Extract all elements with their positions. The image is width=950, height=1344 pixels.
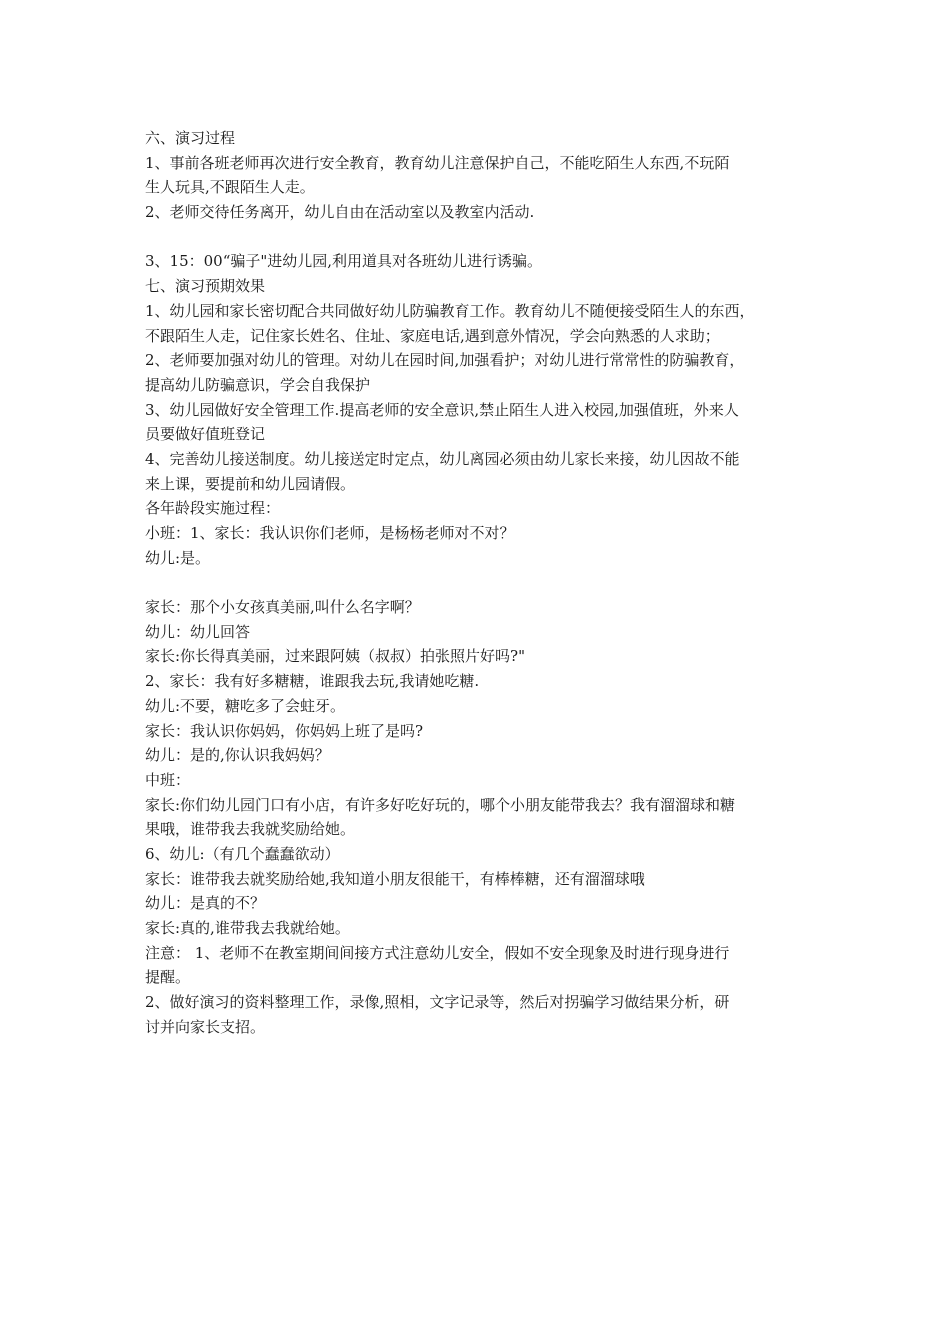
text-line: 家长:你们幼儿园门口有小店，有许多好吃好玩的，哪个小朋友能带我去？我有溜溜球和糖 [145, 795, 736, 814]
text-line: 6、幼儿:（有几个蠢蠢欲动） [145, 844, 340, 863]
text-line: 各年龄段实施过程： [145, 499, 281, 518]
text-line: 幼儿：幼儿回答 [145, 622, 251, 641]
text-line: 员要做好值班登记 [145, 425, 266, 444]
text-line: 不跟陌生人走，记住家长姓名、住址、家庭电话,遇到意外情况，学会向熟悉的人求助； [145, 326, 720, 345]
text-line: 2、老师要加强对幼儿的管理。对幼儿在园时间,加强看护；对幼儿进行常常性的防骗教育， [145, 351, 745, 370]
text-line: 家长：我认识你妈妈，你妈妈上班了是吗? [145, 721, 424, 740]
text-line: 4、完善幼儿接送制度。幼儿接送定时定点，幼儿离园必须由幼儿家长来接，幼儿因故不能 [145, 449, 740, 468]
text-line: 2、家长：我有好多糖糖，谁跟我去玩,我请她吃糖. [145, 672, 480, 691]
text-line: 七、演习预期效果 [145, 277, 266, 296]
document-body [145, 126, 825, 1039]
text-line: 2、做好演习的资料整理工作，录像,照相，文字记录等，然后对拐骗学习做结果分析，研 [145, 993, 730, 1012]
text-line: 3、幼儿园做好安全管理工作.提高老师的安全意识,禁止陌生人进入校园,加强值班，外来人 [145, 400, 739, 419]
text-line: 幼儿：是真的不？ [145, 894, 266, 913]
text-line: 果哦，谁带我去我就奖励给她。 [145, 820, 356, 839]
text-line: 中班： [145, 770, 191, 789]
text-line: 注意： 1、老师不在教室期间间接方式注意幼儿安全，假如不安全现象及时进行现身进行 [145, 943, 730, 962]
text-line: 1、事前各班老师再次进行安全教育，教育幼儿注意保护自己，不能吃陌生人东西,不玩陌 [145, 153, 730, 172]
text-line: 幼儿:是。 [145, 548, 211, 567]
text-line: 幼儿：是的,你认识我妈妈？ [145, 746, 330, 765]
text-line: 提醒。 [145, 968, 191, 987]
text-line: 家长:你长得真美丽，过来跟阿姨（叔叔）拍张照片好吗?" [145, 647, 525, 666]
blank-line [145, 225, 825, 250]
text-line: 小班：1、家长：我认识你们老师，是杨杨老师对不对？ [145, 524, 515, 542]
blank-line [145, 570, 825, 595]
text-line: 提高幼儿防骗意识，学会自我保护 [145, 375, 371, 394]
text-line: 生人玩具,不跟陌生人走。 [145, 178, 315, 197]
text-line: 家长：那个小女孩真美丽,叫什么名字啊？ [145, 598, 420, 617]
text-line: 家长:真的,谁带我去我就给她。 [145, 919, 350, 937]
text-line: 3、15：00“骗子"进幼儿园,利用道具对各班幼儿进行诱骗。 [145, 252, 543, 271]
text-line: 家长：谁带我去就奖励给她,我知道小朋友很能干，有棒棒糖，还有溜溜球哦 [145, 869, 645, 888]
text-line: 讨并向家长支招。 [145, 1017, 266, 1036]
text-line: 幼儿:不要，糖吃多了会蛀牙。 [145, 696, 346, 715]
text-line: 2、老师交待任务离开，幼儿自由在活动室以及教室内活动. [145, 203, 535, 222]
text-line: 来上课，要提前和幼儿园请假。 [145, 474, 356, 493]
text-line: 1、幼儿园和家长密切配合共同做好幼儿防骗教育工作。教育幼儿不随便接受陌生人的东西， [145, 301, 755, 320]
text-line: 六、演习过程 [145, 129, 236, 147]
